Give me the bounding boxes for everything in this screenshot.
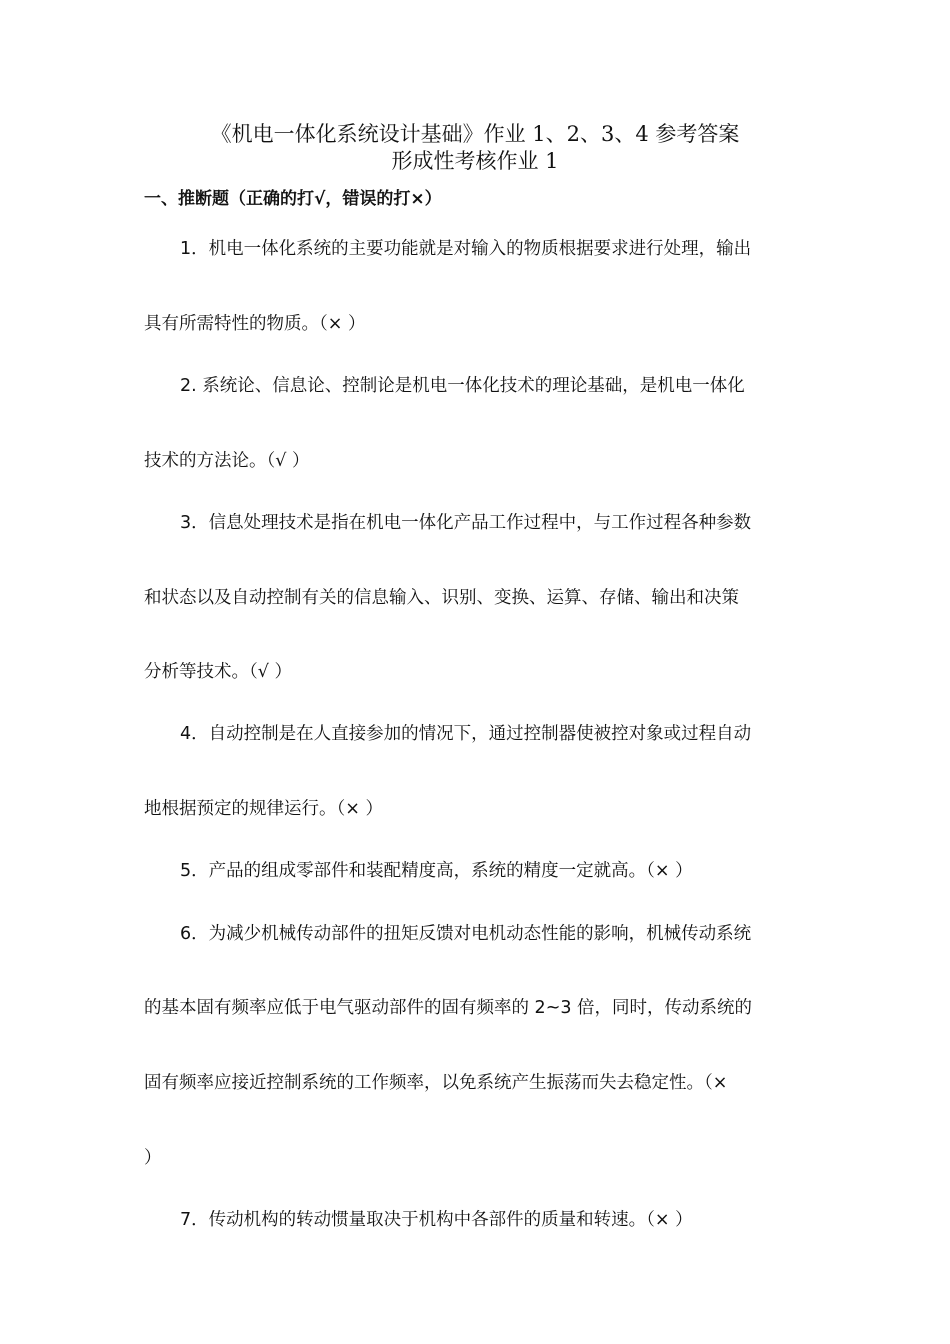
question-2-line-2: 技术的方法论。（√ ） — [144, 451, 310, 471]
question-6-line-1: 6．为减少机械传动部件的扭矩反馈对电机动态性能的影响，机械传动系统 — [180, 924, 752, 944]
question-6-line-3: 固有频率应接近控制系统的工作频率，以免系统产生振荡而失去稳定性。（× — [144, 1073, 728, 1093]
question-3-line-1: 3．信息处理技术是指在机电一体化产品工作过程中，与工作过程各种参数 — [180, 513, 752, 533]
question-1-line-2: 具有所需特性的物质。（× ） — [144, 314, 366, 334]
question-6-line-2: 的基本固有频率应低于电气驱动部件的固有频率的 2~3 倍，同时，传动系统的 — [144, 998, 753, 1018]
document-subtitle: 形成性考核作业 1 — [391, 149, 559, 173]
question-4-line-2: 地根据预定的规律运行。（× ） — [144, 799, 383, 819]
document-title: 《机电一体化系统设计基础》作业 1、2、3、4 参考答案 — [210, 122, 740, 146]
question-5-line-1: 5．产品的组成零部件和装配精度高，系统的精度一定就高。（× ） — [180, 861, 693, 881]
question-7-line-1: 7．传动机构的转动惯量取决于机构中各部件的质量和转速。（× ） — [180, 1210, 693, 1230]
question-4-line-1: 4．自动控制是在人直接参加的情况下，通过控制器使被控对象或过程自动 — [180, 724, 752, 744]
question-3-line-3: 分析等技术。（√ ） — [144, 662, 292, 682]
question-2-line-1: 2. 系统论、信息论、控制论是机电一体化技术的理论基础，是机电一体化 — [180, 376, 745, 396]
question-6-line-4: ） — [144, 1148, 162, 1168]
question-1-line-1: 1．机电一体化系统的主要功能就是对输入的物质根据要求进行处理，输出 — [180, 239, 752, 259]
section-heading: 一、推断题（正确的打√，错误的打×） — [144, 189, 442, 209]
question-3-line-2: 和状态以及自动控制有关的信息输入、识别、变换、运算、存储、输出和决策 — [144, 588, 739, 608]
